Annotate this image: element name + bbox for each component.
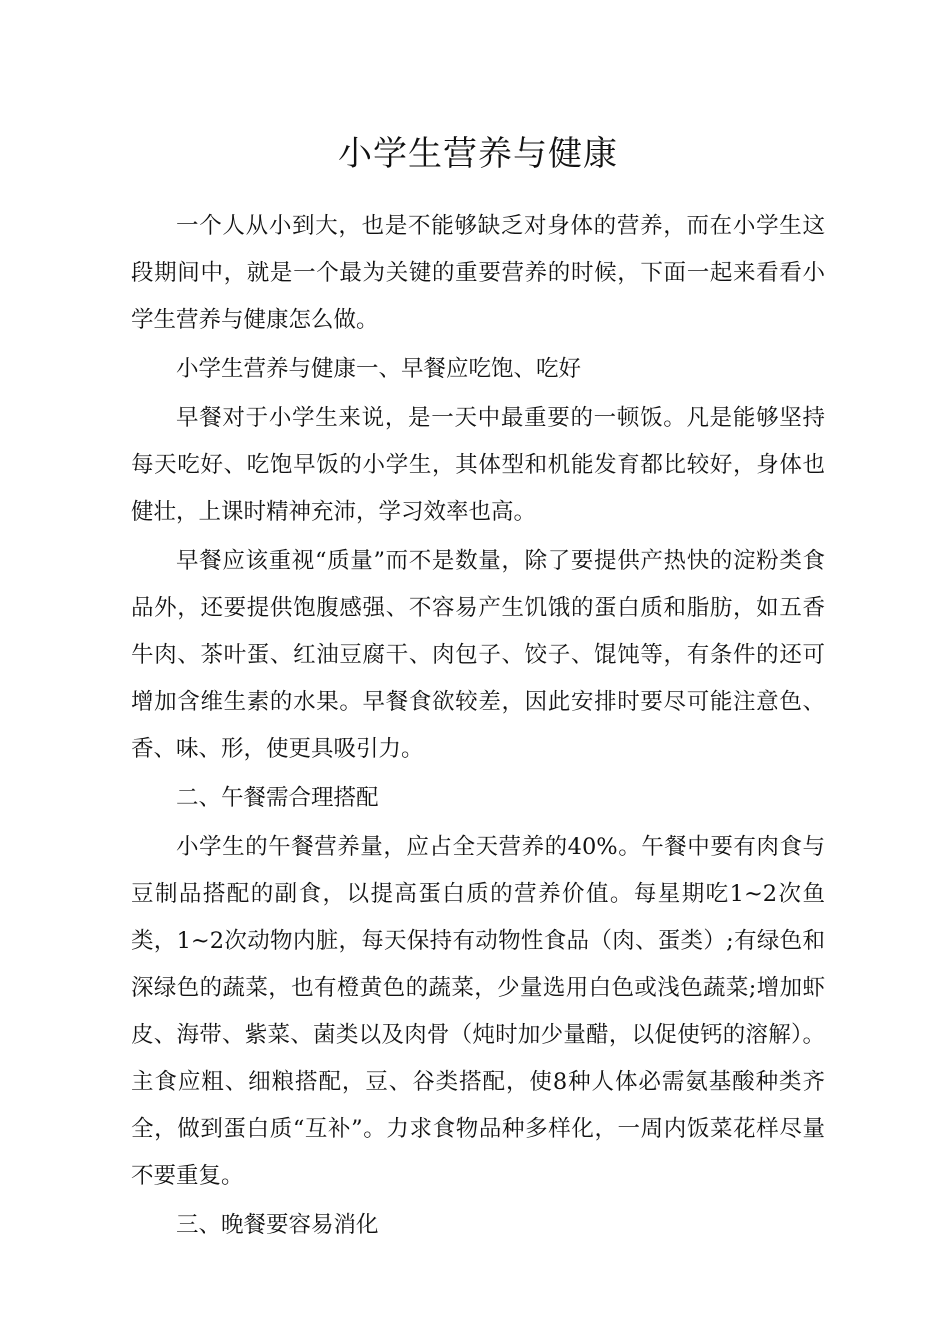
section-heading-lunch: 二、午餐需合理搭配 xyxy=(176,785,379,811)
section-heading-breakfast: 小学生营养与健康一、早餐应吃饱、吃好 xyxy=(176,356,582,382)
page-title: 小学生营养与健康 xyxy=(338,134,618,174)
paragraph-breakfast-importance: 早餐对于小学生来说，是一天中最重要的一顿饭。凡是能够坚持每天吃好、吃饱早饭的小学生，其体型和机能发育都比较好，身体也健壮，上课时精神充沛，学习效率也高。 xyxy=(131,405,825,525)
section-heading-dinner: 三、晚餐要容易消化 xyxy=(176,1212,379,1238)
paragraph-breakfast-quality: 早餐应该重视“质量”而不是数量，除了要提供产热快的淀粉类食品外，还要提供饱腹感强、不容易产生饥饿的蛋白质和脂肪，如五香牛肉、茶叶蛋、红油豆腐干、肉包子、饺子、馄饨等，有条件的还可增加含维生素的水果。早餐食欲较差，因此安排时要尽可能注意色、香、味、形，使更具吸引力。 xyxy=(131,548,825,762)
paragraph-lunch: 小学生的午餐营养量，应占全天营养的40%。午餐中要有肉食与豆制品搭配的副食，以提高蛋白质的营养价值。每星期吃1~2次鱼类，1~2次动物内脏，每天保持有动物性食品（肉、蛋类）;有绿色和深绿色的蔬菜，也有橙黄色的蔬菜，少量选用白色或浅色蔬菜;增加虾皮、海带、紫菜、菌类以及肉骨（炖时加少量醋，以促使钙的溶解）。主食应粗、细粮搭配，豆、谷类搭配，使8种人体必需氨基酸种类齐全，做到蛋白质“互补”。力求食物品种多样化，一周内饭菜花样尽量不要重复。 xyxy=(131,834,825,1189)
paragraph-intro: 一个人从小到大，也是不能够缺乏对身体的营养，而在小学生这段期间中，就是一个最为关键的重要营养的时候，下面一起来看看小学生营养与健康怎么做。 xyxy=(131,213,825,333)
document-body xyxy=(131,203,825,1251)
